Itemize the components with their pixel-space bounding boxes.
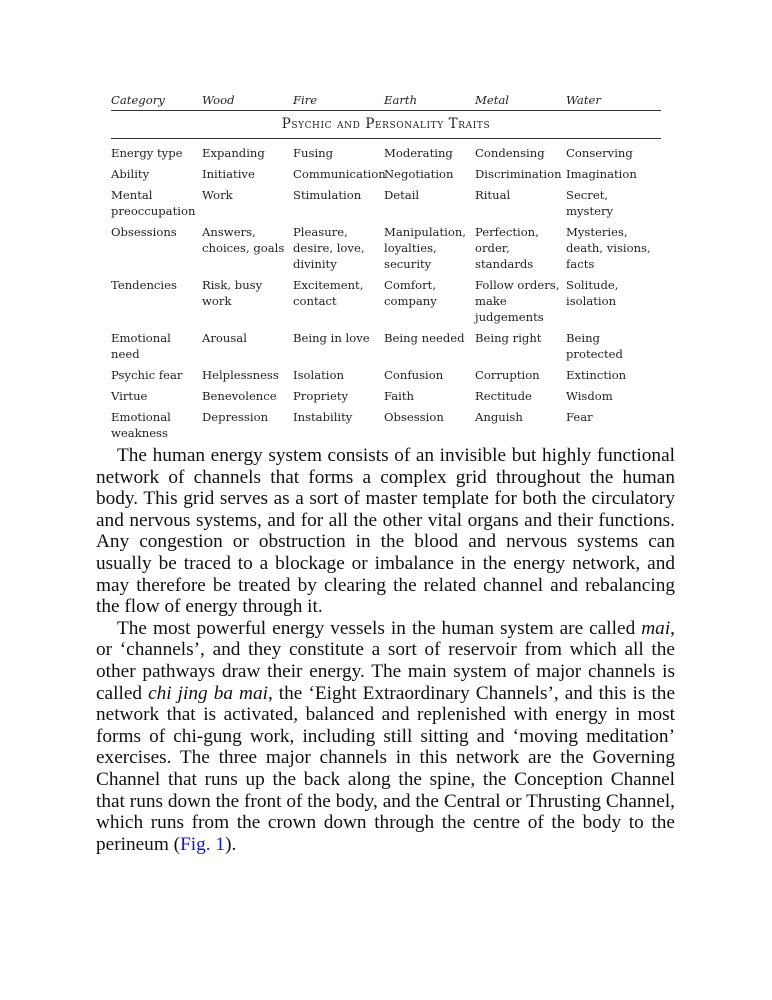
table-cell: Ritual — [475, 188, 511, 202]
term-mai: mai — [641, 617, 671, 639]
paragraph-2-part-2: , or ‘channels’, and they constitute a sort of reservoir from which all the other pathways draw their energy. The main system of major channels is called — [96, 617, 675, 704]
table-row-obsessions — [111, 224, 661, 272]
table-cell: Stimulation — [293, 188, 362, 202]
table-cell: Communication — [293, 167, 386, 181]
paragraph-2-part-4: ). — [225, 833, 237, 855]
table-row-mental-preoccupation — [111, 187, 661, 219]
figure-link[interactable]: Fig. 1 — [180, 833, 226, 855]
header-earth: Earth — [384, 93, 418, 107]
table-cell: Perfection, order, standards — [475, 225, 539, 271]
paragraph-2-part-3: , the ‘Eight Extraordinary Channels’, and this is the network that is activated, balanced and replenished with energy in most forms of chi-gung work, including still sitting and ‘moving meditation’ exercises. The three major channels in this network are the Governing Channel that runs up the back along the spine, the Conception Channel that runs down the front of the body, and the Central or Thrusting Channel, which runs from the crown down through the centre of the body to the perineum ( — [96, 682, 676, 855]
table-cell: Anguish — [475, 410, 523, 424]
row-label: Tendencies — [111, 278, 177, 292]
table-body — [111, 139, 661, 441]
table-cell: Fear — [566, 410, 593, 424]
table-row-virtue — [111, 388, 661, 404]
table-cell: Imagination — [566, 167, 637, 181]
table-cell: Extinction — [566, 368, 627, 382]
table-row-ability — [111, 166, 661, 182]
table-cell: Expanding — [202, 146, 265, 160]
header-wood: Wood — [202, 93, 235, 107]
header-category: Category — [111, 93, 165, 107]
table-cell: Being right — [475, 331, 542, 345]
table-cell: Solitude, isolation — [566, 278, 619, 308]
row-label: Obsessions — [111, 225, 177, 239]
table-cell: Risk, busy work — [202, 278, 263, 308]
table-cell: Moderating — [384, 146, 453, 160]
table-cell: Work — [202, 188, 233, 202]
paragraph-1: The human energy system consists of an invisible but highly functional network of channels that forms a complex grid throughout the human body. This grid serves as a sort of master template for both the circulatory and nervous systems, and for all the other vital organs and their functions. Any congestion or obstruction in the blood and nervous systems can usually be traced to a blockage or imbalance in the energy network, and may therefore be treated by clearing the related channel and rebalancing the flow of energy through it. — [96, 445, 675, 618]
table-cell: Helplessness — [202, 368, 279, 382]
row-label: Emotional need — [111, 331, 171, 361]
table-cell: Being protected — [566, 331, 623, 361]
table-cell: Detail — [384, 188, 420, 202]
table-cell: Condensing — [475, 146, 545, 160]
body-text — [96, 445, 675, 855]
table-cell: Answers, choices, goals — [202, 225, 285, 255]
table-cell: Conserving — [566, 146, 633, 160]
table-cell: Benevolence — [202, 389, 277, 403]
table-cell: Wisdom — [566, 389, 613, 403]
table-cell: Propriety — [293, 389, 349, 403]
table-row-tendencies — [111, 277, 661, 325]
table-cell: Fusing — [293, 146, 334, 160]
table-cell: Corruption — [475, 368, 540, 382]
table-row-psychic-fear — [111, 367, 661, 383]
table-cell: Manipulation, loyalties, security — [384, 225, 466, 271]
table-cell: Follow orders, make judgements — [475, 278, 560, 324]
table-row-emotional-weakness — [111, 409, 661, 441]
table-cell: Excitement, contact — [293, 278, 364, 308]
table-cell: Initiative — [202, 167, 255, 181]
table-cell: Secret, mystery — [566, 188, 614, 218]
row-label: Ability — [111, 167, 150, 181]
row-label: Virtue — [111, 389, 148, 403]
table-cell: Pleasure, desire, love, divinity — [293, 225, 365, 271]
table-cell: Negotiation — [384, 167, 454, 181]
paragraph-2 — [96, 618, 675, 856]
table-header-row — [111, 86, 661, 110]
row-label: Psychic fear — [111, 368, 183, 382]
table-cell: Arousal — [202, 331, 247, 345]
paragraph-2-part-1: The most powerful energy vessels in the human system are called — [117, 617, 642, 639]
table-cell: Obsession — [384, 410, 444, 424]
table-cell: Being in love — [293, 331, 370, 345]
table-cell: Mysteries, death, visions, facts — [566, 225, 651, 271]
table-row-emotional-need — [111, 330, 661, 362]
table-row-energy-type — [111, 145, 661, 161]
table-cell: Isolation — [293, 368, 344, 382]
row-label: Energy type — [111, 146, 183, 160]
table-cell: Discrimination — [475, 167, 562, 181]
row-label: Mental preoccupation — [111, 188, 196, 218]
section-title: Psychic and Personality Traits — [281, 116, 491, 132]
table-cell: Rectitude — [475, 389, 532, 403]
table-cell: Instability — [293, 410, 353, 424]
table-cell: Faith — [384, 389, 415, 403]
table-cell: Being needed — [384, 331, 465, 345]
header-metal: Metal — [475, 93, 510, 107]
table-cell: Comfort, company — [384, 278, 437, 308]
row-label: Emotional weakness — [111, 410, 171, 440]
term-chi-jing-ba-mai: chi jing ba mai — [148, 682, 268, 704]
header-water: Water — [566, 93, 601, 107]
table-cell: Confusion — [384, 368, 444, 382]
traits-table — [111, 86, 661, 446]
table-cell: Depression — [202, 410, 269, 424]
header-fire: Fire — [293, 93, 318, 107]
